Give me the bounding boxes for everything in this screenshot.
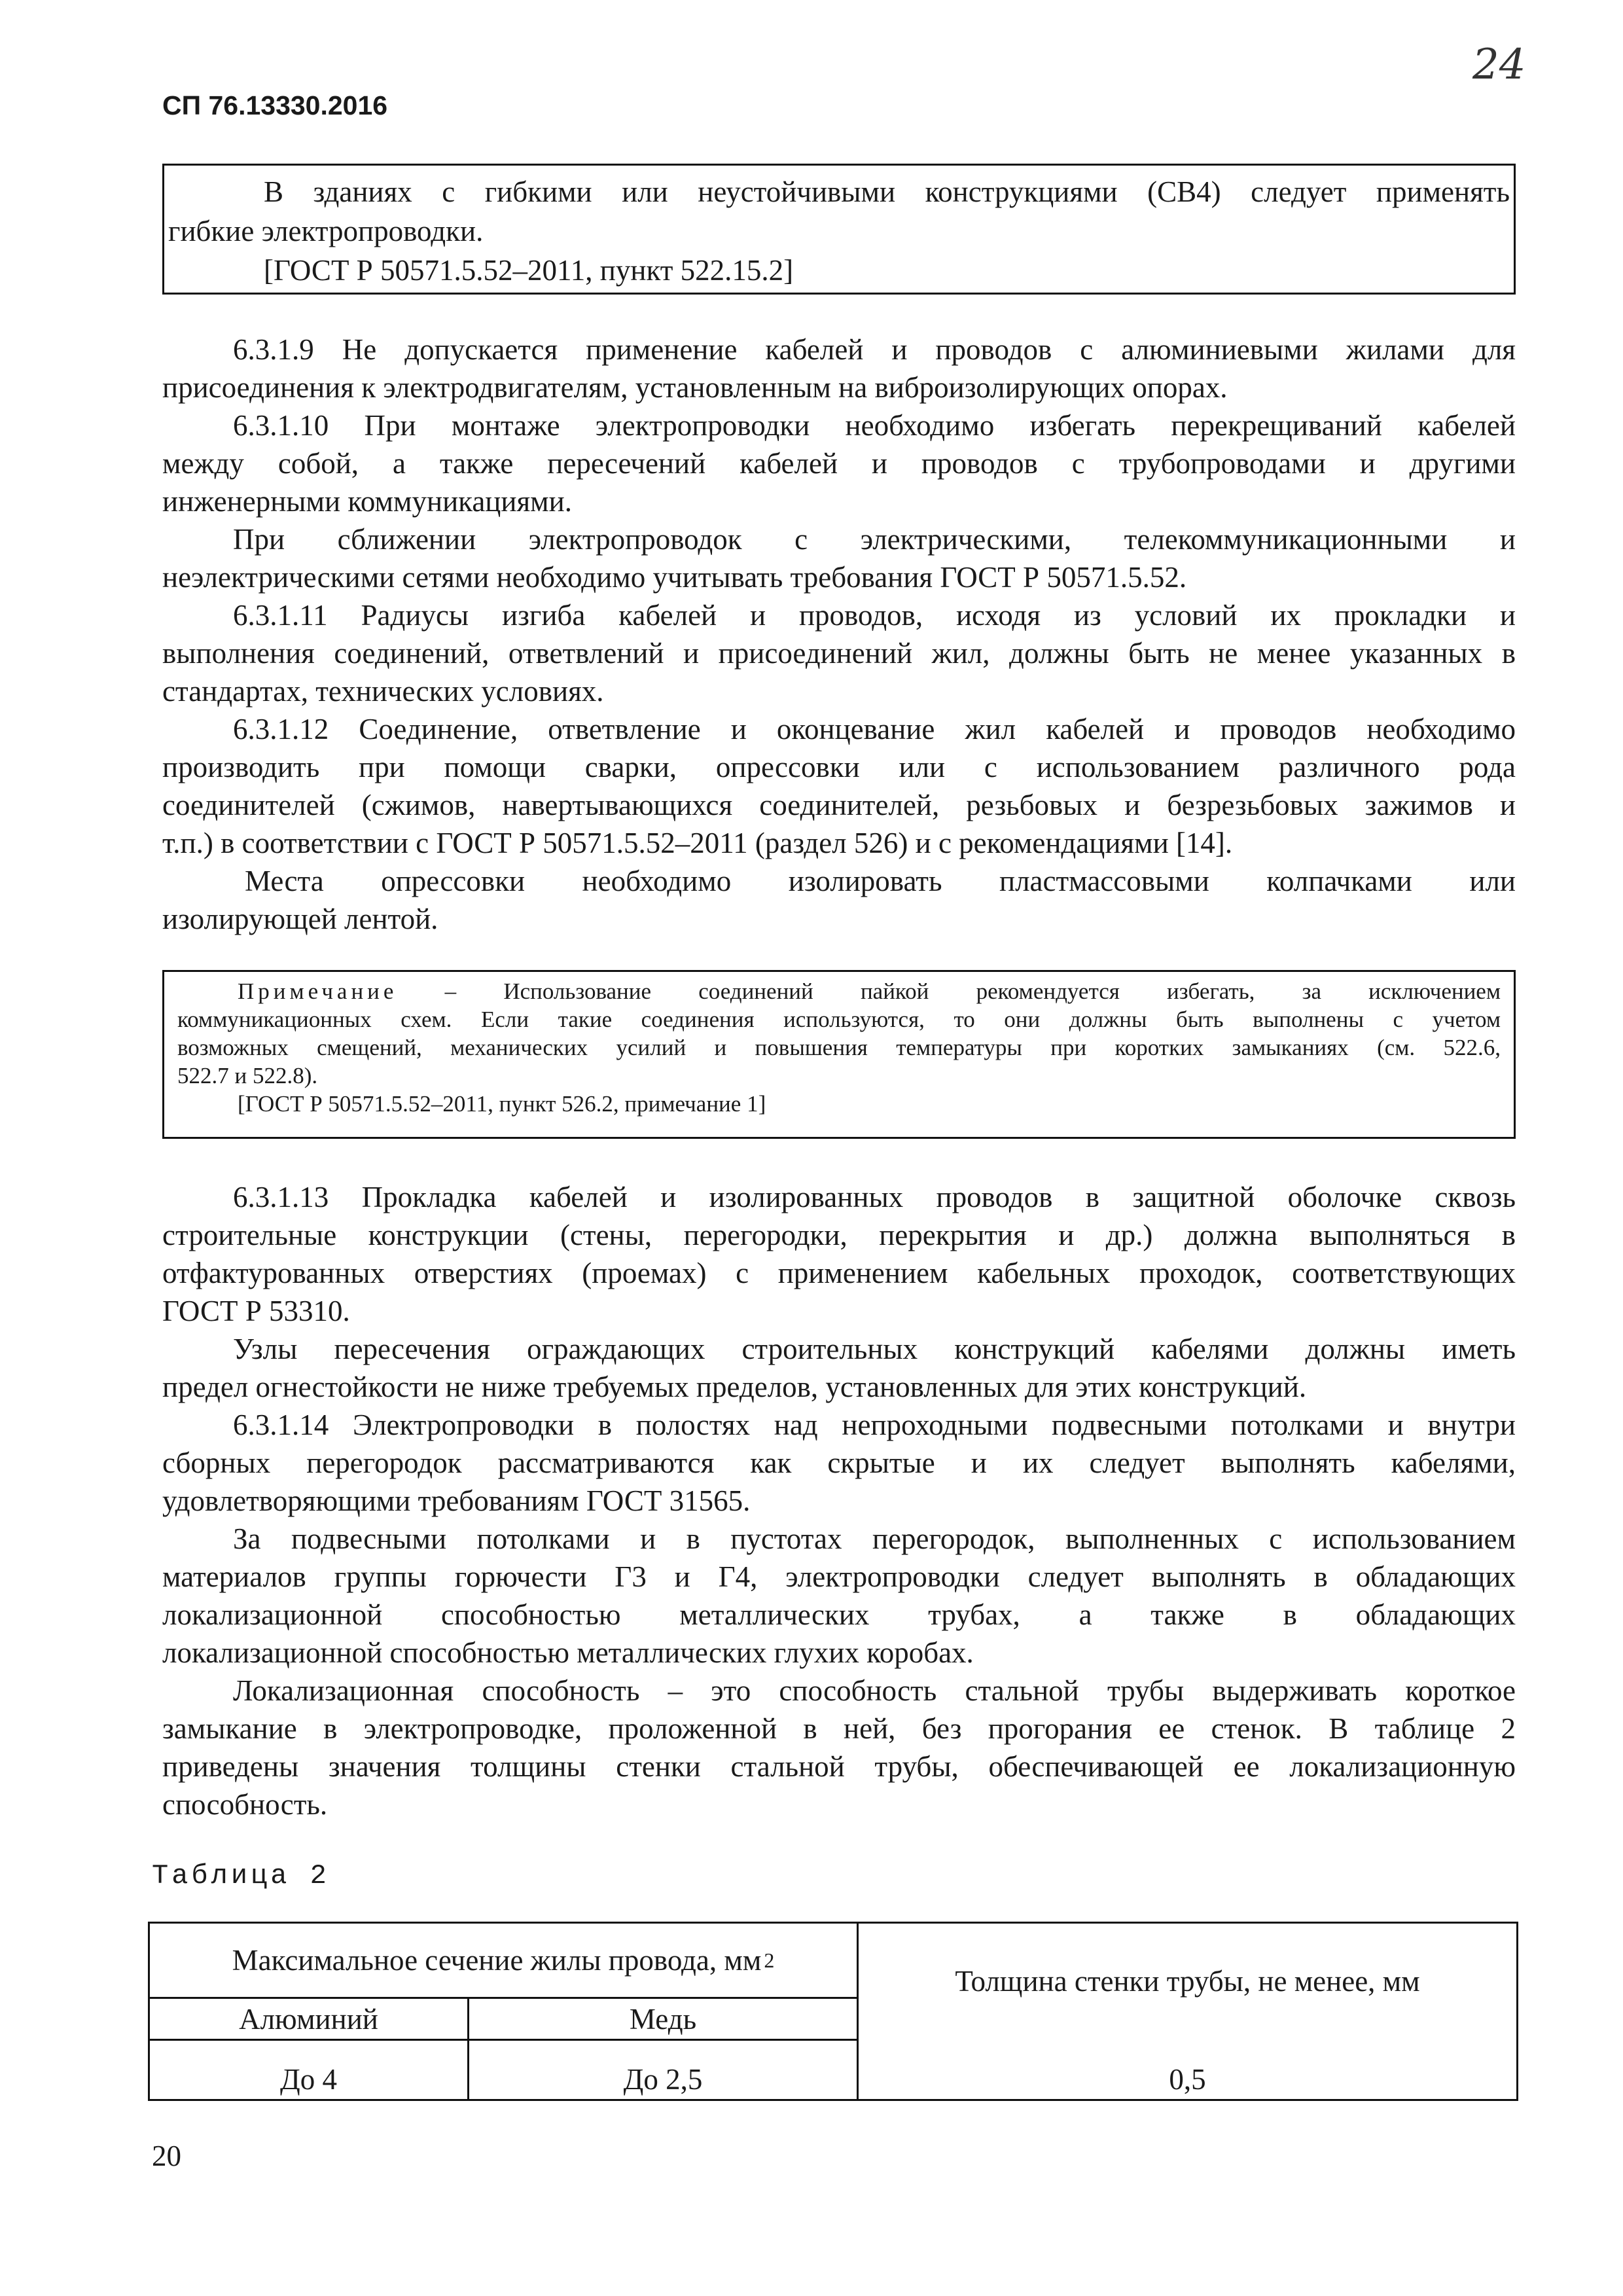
note-box — [162, 970, 1516, 1139]
text-line: Узлы пересечения ограждающих строительных конструкций кабелями должны иметь — [233, 1333, 1516, 1365]
paragraph-6-3-1-14 — [162, 1406, 1516, 1520]
note-line: 522.7 и 522.8). — [177, 1063, 318, 1088]
note-line — [177, 977, 1501, 1005]
header-text: Максимальное сечение жилы провода, мм — [232, 1944, 762, 1977]
note-line: коммуникационных схем. Если такие соединения используются, то они должны быть выполнены с учетом — [177, 1007, 1501, 1032]
table-header-thickness: Толщина стенки трубы, не менее, мм — [955, 1965, 1420, 1998]
paragraph-6-3-1-11 — [162, 596, 1516, 710]
note-reference: [ГОСТ Р 50571.5.52–2011, пункт 526.2, примечание 1] — [238, 1091, 766, 1117]
text-line: приведены значения толщины стенки стальной трубы, обеспечивающей ее локализационную — [162, 1750, 1516, 1783]
note-label: Примечание — [238, 978, 398, 1004]
table-2 — [148, 1922, 1518, 2101]
text-line: локализационной способностью металлических глухих коробах. — [162, 1636, 974, 1669]
text-line: 6.3.1.12 Соединение, ответвление и оконцевание жил кабелей и проводов необходимо — [233, 713, 1516, 745]
text-line: соединителей (сжимов, навертывающихся соединителей, резьбовых и безрезьбовых зажимов и — [162, 789, 1516, 821]
main-text-block-1 — [162, 331, 1516, 938]
note-text: – Использование соединений пайкой рекомендуется избегать, за исключением — [397, 978, 1501, 1004]
text-line: Локализационная способность – это способность стальной трубы выдерживать короткое — [233, 1674, 1516, 1707]
text-line: присоединения к электродвигателям, установленным на виброизолирующих опорах. — [162, 371, 1228, 404]
box-reference: [ГОСТ Р 50571.5.52–2011, пункт 522.15.2] — [264, 254, 794, 287]
text-line: стандартах, технических условиях. — [162, 675, 604, 708]
text-line: 6.3.1.10 При монтаже электропроводки необходимо избегать перекрещиваний кабелей — [233, 409, 1516, 442]
text-line: инженерными коммуникациями. — [162, 485, 572, 518]
table-cell-copper: До 2,5 — [623, 2063, 703, 2096]
note-line: возможных смещений, механических усилий и повышения температуры при коротких замыканиях (см. 522.6, — [177, 1035, 1501, 1060]
table-header-aluminum: Алюминий — [239, 2002, 378, 2036]
paragraph-mesta — [162, 862, 1516, 938]
text-line: сборных перегородок рассматриваются как скрытые и их следует выполнять кабелями, — [162, 1446, 1516, 1479]
text-line: Места опрессовки необходимо изолировать пластмассовыми колпачками или — [245, 865, 1516, 897]
table-caption: Таблица 2 — [152, 1860, 330, 1892]
text-line: неэлектрическими сетями необходимо учитывать требования ГОСТ Р 50571.5.52. — [162, 561, 1187, 594]
text-line: между собой, а также пересечений кабелей и проводов с трубопроводами и другими — [162, 447, 1516, 480]
quoted-requirement-box — [162, 164, 1516, 295]
text-line: предел огнестойкости не ниже требуемых пределов, установленных для этих конструкций. — [162, 1371, 1307, 1403]
text-line: За подвесными потолками и в пустотах перегородок, выполненных с использованием — [233, 1522, 1516, 1555]
paragraph-6-3-1-9 — [162, 331, 1516, 406]
document-code: СП 76.13330.2016 — [162, 90, 388, 120]
main-text-block-2 — [162, 1178, 1516, 1823]
text-line: локализационной способностью металлических трубах, а также в обладающих — [162, 1598, 1516, 1631]
text-line: ГОСТ Р 53310. — [162, 1295, 350, 1327]
text-line: При сближении электропроводок с электрическими, телекоммуникационными и — [233, 523, 1516, 556]
text-line: 6.3.1.13 Прокладка кабелей и изолированных проводов в защитной оболочке сквозь — [233, 1181, 1516, 1213]
table-cell-aluminum: До 4 — [280, 2063, 337, 2096]
paragraph-za-podvesnymi — [162, 1520, 1516, 1672]
text-line: выполнения соединений, ответвлений и присоединений жил, должны быть не менее указанных в — [162, 637, 1516, 670]
paragraph-uzly — [162, 1330, 1516, 1406]
paragraph-6-3-1-10 — [162, 406, 1516, 520]
box-line: В зданиях с гибкими или неустойчивыми конструкциями (СВ4) следует применять — [264, 175, 1510, 208]
paragraph-lokalizacionnaya — [162, 1672, 1516, 1823]
box-line: гибкие электропроводки. — [168, 215, 484, 247]
paragraph-sblizhenie — [162, 520, 1516, 596]
paragraph-6-3-1-13 — [162, 1178, 1516, 1330]
text-line: изолирующей лентой. — [162, 903, 438, 935]
table-header-main — [150, 1924, 857, 1997]
text-line: т.п.) в соответствии с ГОСТ Р 50571.5.52–2011 (раздел 526) и с рекомендациями [14]. — [162, 827, 1233, 859]
handwritten-page-number: 24 — [1472, 41, 1526, 89]
text-line: материалов группы горючести Г3 и Г4, электропроводки следует выполнять в обладающих — [162, 1560, 1516, 1593]
table-header-copper: Медь — [629, 2002, 697, 2036]
text-line: удовлетворяющими требованиям ГОСТ 31565. — [162, 1484, 751, 1517]
header-superscript: 2 — [764, 1948, 775, 1972]
text-line: 6.3.1.9 Не допускается применение кабелей и проводов с алюминиевыми жилами для — [233, 333, 1516, 366]
page-number: 20 — [152, 2140, 181, 2172]
text-line: строительные конструкции (стены, перегородки, перекрытия и др.) должна выполняться в — [162, 1219, 1516, 1251]
table-cell-thickness: 0,5 — [1169, 2063, 1206, 2096]
text-line: замыкание в электропроводке, проложенной в ней, без прогорания ее стенок. В таблице 2 — [162, 1712, 1516, 1745]
text-line: производить при помощи сварки, опрессовки или с использованием различного рода — [162, 751, 1516, 783]
text-line: отфактурованных отверстиях (проемах) с применением кабельных проходок, соответствующих — [162, 1257, 1516, 1289]
text-line: способность. — [162, 1788, 328, 1821]
text-line: 6.3.1.11 Радиусы изгиба кабелей и проводов, исходя из условий их прокладки и — [233, 599, 1516, 632]
text-line: 6.3.1.14 Электропроводки в полостях над непроходными подвесными потолками и внутри — [233, 1408, 1516, 1441]
paragraph-6-3-1-12 — [162, 710, 1516, 862]
